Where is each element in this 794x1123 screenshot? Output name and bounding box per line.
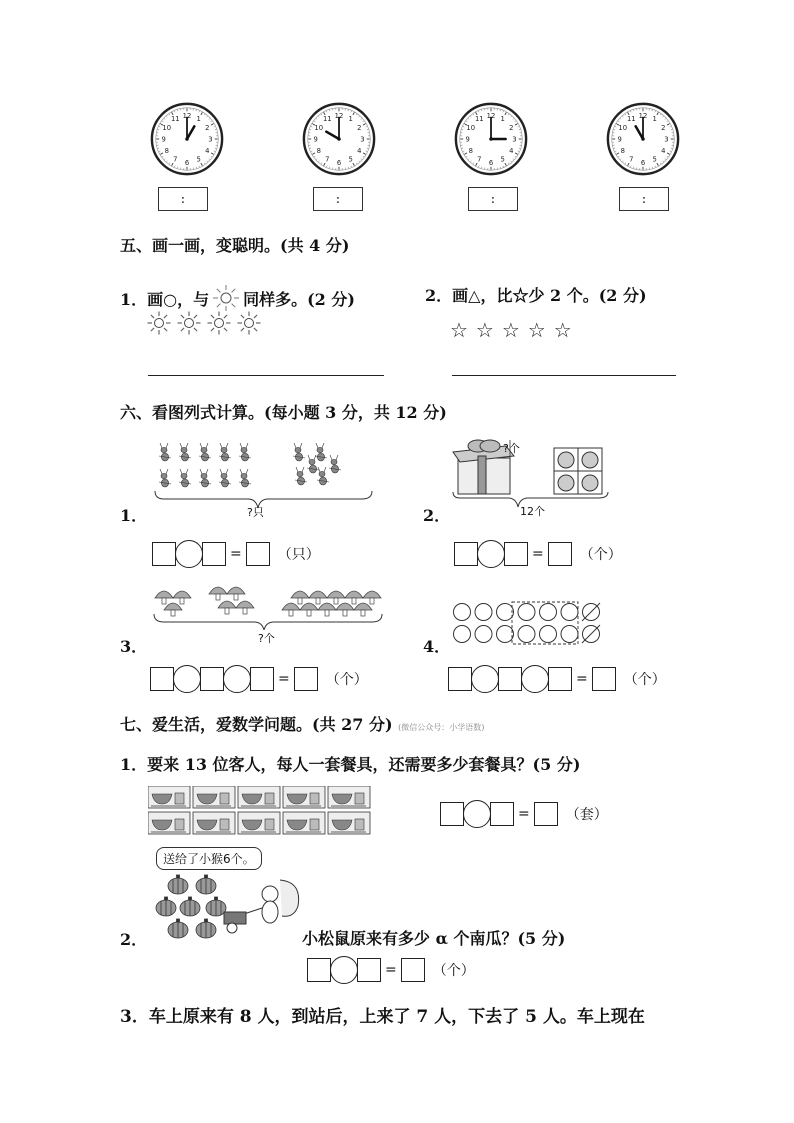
time-answer-box-3[interactable] [468,187,518,211]
svg-text:11: 11 [626,115,636,124]
answer-square[interactable] [401,958,425,982]
answer-square[interactable] [498,667,522,691]
s6-q2-equation[interactable] [454,541,622,567]
star-row: ☆☆☆☆☆ [450,318,580,342]
s6-q2-brace-label: 12个 [520,505,545,518]
svg-text:11: 11 [474,115,484,124]
answer-square[interactable] [294,667,318,691]
s7-q1-equation[interactable] [440,801,608,827]
time-colon: : [490,191,496,207]
answer-square[interactable] [250,667,274,691]
svg-text:3: 3 [208,135,213,144]
s6-q1-equation[interactable] [152,541,320,567]
svg-text:4: 4 [661,147,666,156]
clock-2 [300,100,378,178]
answer-square[interactable] [592,667,616,691]
s7-q3: 3．车上原来有 8 人，到站后，上来了 7 人，下去了 5 人。车上现在 [120,1007,645,1027]
svg-text:4: 4 [509,147,514,156]
svg-text:5: 5 [652,155,657,164]
svg-text:10: 10 [314,123,324,132]
s6-q1-number: 1． [120,506,148,525]
pumpkin-squirrel-picture [152,872,302,944]
answer-square[interactable] [202,542,226,566]
equals-sign: = [576,671,588,687]
clock-1 [148,100,226,178]
s5-q2: 2．画△，比☆少 2 个。(2 分) [425,286,647,305]
unit-label: （个） [432,963,475,979]
s6-q3-picture [150,580,390,630]
section5-title: 五、画一画，变聪明。(共 4 分) [120,236,350,255]
svg-text:7: 7 [325,155,330,164]
s7-q2-equation[interactable] [307,957,475,983]
svg-text:1: 1 [652,115,657,124]
time-colon: : [335,191,341,207]
answer-square[interactable] [548,667,572,691]
s6-q3-equation[interactable] [150,666,368,692]
s7-q2-text: 小松鼠原来有多少 α 个南瓜？(5 分) [302,929,566,948]
svg-text:1: 1 [500,115,505,124]
svg-text:3: 3 [512,135,517,144]
sun-icon [211,283,241,313]
equals-sign: = [230,546,242,562]
svg-text:9: 9 [313,135,318,144]
svg-text:6: 6 [336,158,342,167]
svg-text:2: 2 [661,123,666,132]
answer-square[interactable] [357,958,381,982]
svg-text:2: 2 [205,123,210,132]
sun-icon [146,310,172,336]
svg-text:12: 12 [182,112,192,121]
svg-text:4: 4 [205,147,210,156]
svg-text:5: 5 [500,155,505,164]
operator-circle[interactable] [477,540,505,568]
unit-label: （套） [565,807,608,823]
section7-title-text: 七、爱生活，爱数学问题。(共 27 分) [120,715,393,734]
time-colon: : [641,191,647,207]
svg-text:6: 6 [488,158,494,167]
s5-q2-answer-line[interactable] [452,375,676,376]
svg-text:3: 3 [360,135,365,144]
answer-square[interactable] [548,542,572,566]
s6-q4-picture [450,600,610,646]
section7-title [120,712,484,735]
answer-square[interactable] [490,802,514,826]
svg-text:11: 11 [170,115,180,124]
svg-text:3: 3 [664,135,669,144]
svg-text:11: 11 [322,115,332,124]
svg-text:9: 9 [161,135,166,144]
svg-text:8: 8 [620,147,625,156]
answer-square[interactable] [504,542,528,566]
s6-q2-top-label: ?个 [503,442,520,455]
answer-square[interactable] [454,542,478,566]
answer-square[interactable] [150,667,174,691]
clock-4 [604,100,682,178]
s6-q1-picture [150,436,380,516]
speech-bubble [156,847,262,870]
svg-text:7: 7 [629,155,634,164]
svg-text:8: 8 [164,147,169,156]
s7-q2-number: 2． [120,930,148,949]
svg-text:1: 1 [196,115,201,124]
svg-text:12: 12 [334,112,344,121]
operator-circle[interactable] [471,665,499,693]
tableware-picture [148,786,378,838]
operator-circle[interactable] [223,665,251,693]
time-answer-box-4[interactable] [619,187,669,211]
svg-text:2: 2 [357,123,362,132]
answer-square[interactable] [534,802,558,826]
s6-q3-number: 3． [120,637,148,656]
equals-sign: = [518,806,530,822]
sun-icon [176,310,202,336]
svg-text:4: 4 [357,147,362,156]
answer-square[interactable] [200,667,224,691]
svg-text:7: 7 [173,155,178,164]
svg-text:2: 2 [509,123,514,132]
sun-row [146,310,262,336]
operator-circle[interactable] [173,665,201,693]
svg-text:10: 10 [618,123,628,132]
unit-label: （个） [325,672,368,688]
s6-q1-brace-label: ?只 [247,506,264,519]
equals-sign: = [385,962,397,978]
svg-text:10: 10 [466,123,476,132]
svg-text:9: 9 [617,135,622,144]
s7-q1: 1．要来 13 位客人，每人一套餐具，还需要多少套餐具？(5 分) [120,755,581,774]
clock-3 [452,100,530,178]
operator-circle[interactable] [521,665,549,693]
svg-text:10: 10 [162,123,172,132]
s6-q3-brace-label: ?个 [258,632,275,645]
answer-square[interactable] [448,667,472,691]
operator-circle[interactable] [330,956,358,984]
svg-text:12: 12 [486,112,496,121]
time-answer-box-1[interactable] [158,187,208,211]
s5-q1-suffix: 同样多。(2 分) [243,289,355,309]
s5-q1-prefix: 1．画○，与 [120,289,210,309]
svg-text:12: 12 [638,112,648,121]
s6-q4-equation[interactable] [448,666,666,692]
operator-circle[interactable] [175,540,203,568]
svg-text:1: 1 [348,115,353,124]
s6-q2-number: 2． [423,506,451,525]
svg-text:6: 6 [640,158,646,167]
operator-circle[interactable] [463,800,491,828]
sun-icon [236,310,262,336]
section7-watermark: (微信公众号：小学语数) [398,723,485,732]
answer-square[interactable] [307,958,331,982]
section6-title: 六、看图列式计算。(每小题 3 分，共 12 分) [120,403,447,422]
unit-label: （只） [277,547,320,563]
time-colon: : [180,191,186,207]
answer-square[interactable] [440,802,464,826]
s5-q1 [120,283,355,313]
unit-label: （个） [623,672,666,688]
clock-row [0,100,794,220]
svg-text:9: 9 [465,135,470,144]
equals-sign: = [278,671,290,687]
svg-text:7: 7 [477,155,482,164]
speech-bubble-text: 送给了小猴6个。 [163,852,255,866]
equals-sign: = [532,546,544,562]
svg-text:8: 8 [316,147,321,156]
time-answer-box-2[interactable] [313,187,363,211]
s5-q1-answer-line[interactable] [148,375,384,376]
unit-label: （个） [579,547,622,563]
sun-icon [206,310,232,336]
svg-text:5: 5 [196,155,201,164]
answer-square[interactable] [246,542,270,566]
svg-text:6: 6 [184,158,190,167]
svg-text:8: 8 [468,147,473,156]
squirrel-icon [224,880,299,933]
svg-text:5: 5 [348,155,353,164]
s6-q4-number: 4． [423,637,451,656]
answer-square[interactable] [152,542,176,566]
